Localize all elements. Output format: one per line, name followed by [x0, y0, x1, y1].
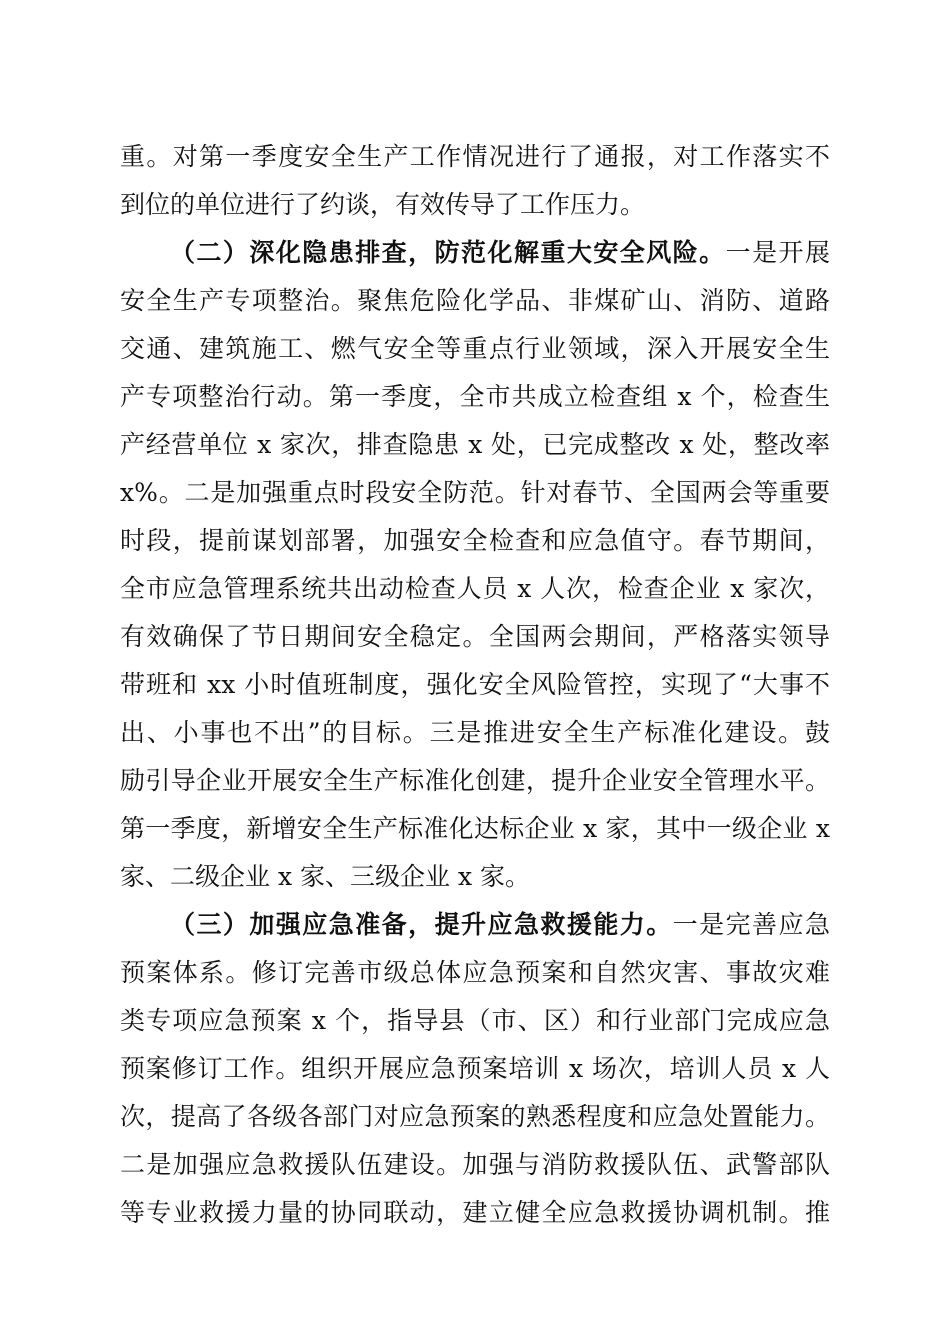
text-line: 到位的单位进行了约谈，有效传导了工作压力。 [120, 190, 646, 219]
text-line: 产专项整治行动。第一季度，全市共成立检查组 x 个，检查生 [120, 382, 830, 411]
heading-line-rest: 一是完善应急 [672, 910, 830, 939]
text-line: 家、二级企业 x 家、三级企业 x 家。 [120, 862, 530, 891]
text-line: 安全生产专项整治。聚焦危险化学品、非煤矿山、消防、道路 [120, 286, 830, 315]
section-heading-line [170, 230, 830, 276]
text-line: x%。二是加强重点时段安全防范。针对春节、全国两会等重要 [120, 478, 830, 507]
text-line: 等专业救援力量的协同联动，建立健全应急救援协调机制。推 [120, 1198, 830, 1227]
text-line: 重。对第一季度安全生产工作情况进行了通报，对工作落实不 [120, 142, 830, 171]
text-line: 励引导企业开展安全生产标准化创建，提升企业安全管理水平。 [120, 766, 830, 795]
text-line: 二是加强应急救援队伍建设。加强与消防救援队伍、武警部队 [120, 1150, 830, 1179]
text-line: 类专项应急预案 x 个，指导县（市、区）和行业部门完成应急 [120, 1006, 830, 1035]
text-line: 预案修订工作。组织开展应急预案培训 x 场次，培训人员 x 人 [120, 1054, 830, 1083]
text-line: 次，提高了各级各部门对应急预案的熟悉程度和应急处置能力。 [120, 1102, 830, 1131]
text-line: 时段，提前谋划部署，加强安全检查和应急值守。春节期间， [120, 526, 830, 555]
text-line: 预案体系。修订完善市级总体应急预案和自然灾害、事故灾难 [120, 958, 830, 987]
section-heading: （三）加强应急准备，提升应急救援能力。 [170, 910, 673, 939]
section-heading: （二）深化隐患排查，防范化解重大安全风险。 [170, 238, 726, 267]
heading-line-rest: 一是开展 [725, 238, 830, 267]
section-heading-line [170, 902, 830, 948]
text-line: 全市应急管理系统共出动检查人员 x 人次，检查企业 x 家次， [120, 574, 830, 603]
text-line: 出、小事也不出”的目标。三是推进安全生产标准化建设。鼓 [120, 718, 830, 747]
text-line: 第一季度，新增安全生产标准化达标企业 x 家，其中一级企业 x [120, 814, 830, 843]
text-line: 产经营单位 x 家次，排查隐患 x 处，已完成整改 x 处，整改率 [120, 430, 830, 459]
text-line: 交通、建筑施工、燃气安全等重点行业领域，深入开展安全生 [120, 334, 830, 363]
text-line: 有效确保了节日期间安全稳定。全国两会期间，严格落实领导 [120, 622, 830, 651]
text-line: 带班和 xx 小时值班制度，强化安全风险管控，实现了“大事不 [120, 670, 830, 699]
